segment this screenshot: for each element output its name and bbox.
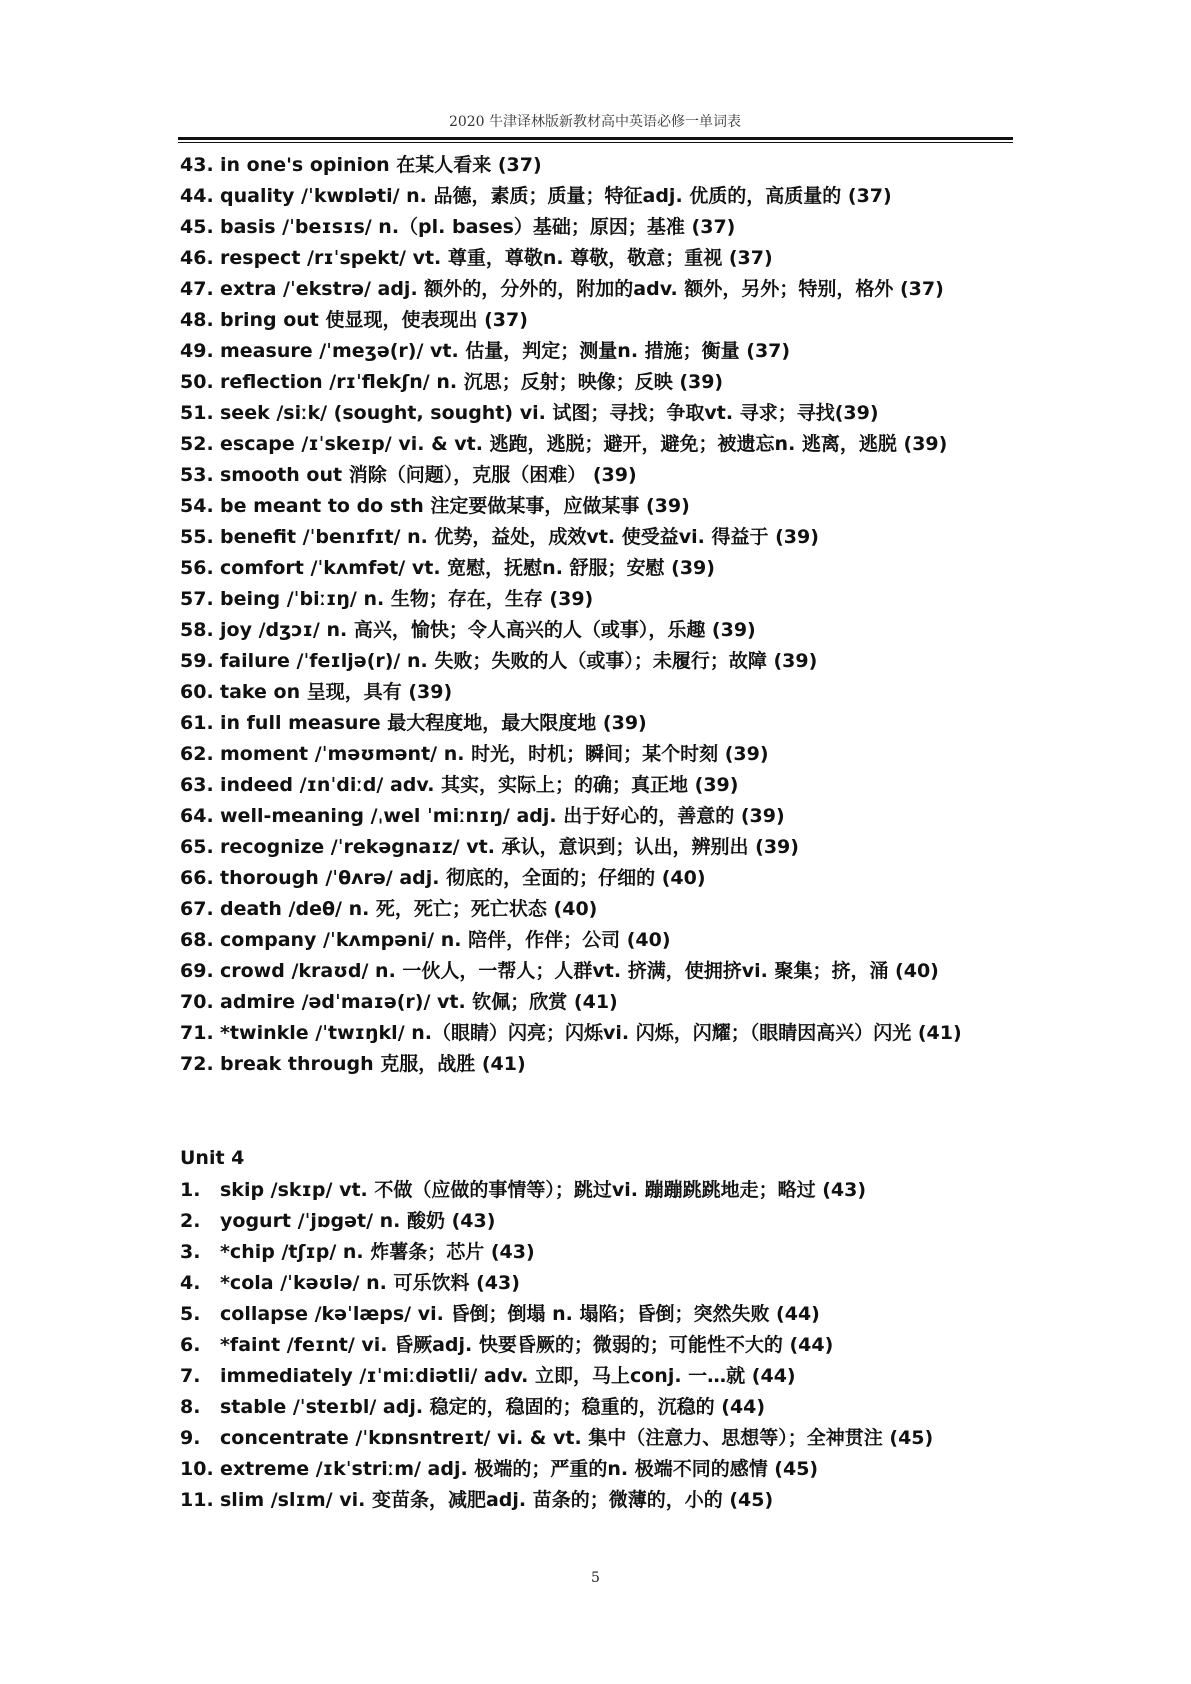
entry-text: stable /ˈsteɪbl/ adj. 稳定的，稳固的；稳重的，沉稳的 (44) (220, 1396, 766, 1418)
vocab-list-unit4 (180, 1175, 1015, 1516)
entry-text: comfort /ˈkʌmfət/ vt. 宽慰，抚慰n. 舒服；安慰 (39) (220, 557, 715, 579)
entry-number: 11. (180, 1489, 214, 1511)
entry-text: quality /ˈkwɒləti/ n. 品德，素质；质量；特征adj. 优质的，高质量的 (37) (220, 185, 892, 207)
entry-number: 1. (180, 1179, 201, 1201)
vocab-entry (180, 1454, 1015, 1485)
entry-number: 8. (180, 1396, 201, 1418)
vocab-entry (180, 181, 1015, 212)
entry-text: crowd /kraʊd/ n. 一伙人，一帮人；人群vt. 挤满，使拥挤vi. 聚集；挤，涌 (40) (220, 960, 939, 982)
entry-number: 43. (180, 154, 214, 176)
entry-number: 67. (180, 898, 214, 920)
entry-text: bring out 使显现，使表现出 (37) (220, 309, 528, 331)
entry-number: 44. (180, 185, 214, 207)
entry-text: break through 克服，战胜 (41) (220, 1053, 526, 1075)
entry-text: *twinkle /ˈtwɪŋkl/ n.（眼睛）闪亮；闪烁vi. 闪烁，闪耀；（眼睛因高兴）闪光 (41) (220, 1022, 962, 1044)
vocab-entry (180, 367, 1015, 398)
vocab-entry (180, 243, 1015, 274)
vocab-entry (180, 894, 1015, 925)
vocab-entry (180, 770, 1015, 801)
entry-text: skip /skɪp/ vt. 不做（应做的事情等）；跳过vi. 蹦蹦跳跳地走；略过 (43) (220, 1179, 867, 1201)
entry-text: smooth out 消除（问题），克服（困难） (39) (220, 464, 637, 486)
vocab-entry (180, 398, 1015, 429)
entry-text: escape /ɪˈskeɪp/ vi. & vt. 逃跑，逃脱；避开，避免；被遗忘n. 逃离，逃脱 (39) (220, 433, 948, 455)
vocab-entry (180, 584, 1015, 615)
vocab-entry (180, 801, 1015, 832)
page-number: 5 (591, 1570, 600, 1586)
entry-number: 4. (180, 1272, 201, 1294)
entry-number: 3. (180, 1241, 201, 1263)
entry-text: respect /rɪˈspekt/ vt. 尊重，尊敬n. 尊敬，敬意；重视 (37) (220, 247, 773, 269)
entry-number: 9. (180, 1427, 201, 1449)
vocab-entry (180, 460, 1015, 491)
entry-text: moment /ˈməʊmənt/ n. 时光，时机；瞬间；某个时刻 (39) (220, 743, 769, 765)
entry-number: 70. (180, 991, 214, 1013)
entry-number: 63. (180, 774, 214, 796)
vocab-entry (180, 305, 1015, 336)
vocab-entry (180, 1392, 1015, 1423)
entry-text: benefit /ˈbenɪfɪt/ n. 优势，益处，成效vt. 使受益vi. 得益于 (39) (220, 526, 819, 548)
entry-number: 66. (180, 867, 214, 889)
entry-text: well-meaning /ˌwel ˈmiːnɪŋ/ adj. 出于好心的，善意的 (39) (220, 805, 785, 827)
unit-heading: Unit 4 (180, 1147, 245, 1169)
vocab-entry (180, 522, 1015, 553)
entry-text: in one's opinion 在某人看来 (37) (220, 154, 542, 176)
entry-number: 5. (180, 1303, 201, 1325)
entry-number: 72. (180, 1053, 214, 1075)
entry-text: slim /slɪm/ vi. 变苗条，减肥adj. 苗条的；微薄的，小的 (45) (220, 1489, 774, 1511)
vocab-entry (180, 956, 1015, 987)
entry-number: 62. (180, 743, 214, 765)
vocab-list-unit3 (180, 150, 1015, 1080)
entry-text: *cola /ˈkəʊlə/ n. 可乐饮料 (43) (220, 1272, 520, 1294)
vocab-entry (180, 1175, 1015, 1206)
vocab-entry (180, 336, 1015, 367)
vocab-entry (180, 1268, 1015, 1299)
vocab-entry (180, 1018, 1015, 1049)
vocab-entry (180, 987, 1015, 1018)
entry-text: *chip /tʃɪp/ n. 炸薯条；芯片 (43) (220, 1241, 535, 1263)
entry-text: indeed /ɪnˈdiːd/ adv. 其实，实际上；的确；真正地 (39) (220, 774, 739, 796)
entry-number: 61. (180, 712, 214, 734)
vocab-entry (180, 739, 1015, 770)
entry-number: 57. (180, 588, 214, 610)
vocab-entry (180, 1237, 1015, 1268)
entry-number: 51. (180, 402, 214, 424)
header-rule-thick (178, 137, 1013, 140)
entry-number: 60. (180, 681, 214, 703)
vocab-entry (180, 863, 1015, 894)
entry-text: collapse /kəˈlæps/ vi. 昏倒；倒塌 n. 塌陷；昏倒；突然失败 (44) (220, 1303, 820, 1325)
header-rule-thin (178, 142, 1013, 143)
entry-number: 68. (180, 929, 214, 951)
entry-text: measure /ˈmeʒə(r)/ vt. 估量，判定；测量n. 措施；衡量 (37) (220, 340, 791, 362)
entry-text: yogurt /ˈjɒgət/ n. 酸奶 (43) (220, 1210, 496, 1232)
entry-number: 65. (180, 836, 214, 858)
vocab-entry (180, 1049, 1015, 1080)
vocab-entry (180, 615, 1015, 646)
vocab-entry (180, 1361, 1015, 1392)
entry-text: death /deθ/ n. 死，死亡；死亡状态 (40) (220, 898, 598, 920)
vocab-entry (180, 1330, 1015, 1361)
entry-number: 56. (180, 557, 214, 579)
entry-number: 45. (180, 216, 214, 238)
entry-text: admire /ədˈmaɪə(r)/ vt. 钦佩；欣赏 (41) (220, 991, 618, 1013)
entry-number: 69. (180, 960, 214, 982)
entry-number: 71. (180, 1022, 214, 1044)
entry-text: extreme /ɪkˈstriːm/ adj. 极端的；严重的n. 极端不同的感情 (45) (220, 1458, 819, 1480)
vocab-entry (180, 925, 1015, 956)
entry-text: basis /ˈbeɪsɪs/ n.（pl. bases）基础；原因；基准 (37) (220, 216, 736, 238)
entry-number: 7. (180, 1365, 201, 1387)
vocab-entry (180, 1423, 1015, 1454)
entry-number: 47. (180, 278, 214, 300)
entry-text: company /ˈkʌmpəni/ n. 陪伴，作伴；公司 (40) (220, 929, 671, 951)
vocab-entry (180, 274, 1015, 305)
entry-text: take on 呈现，具有 (39) (220, 681, 453, 703)
vocab-entry (180, 1299, 1015, 1330)
entry-text: failure /ˈfeɪljə(r)/ n. 失败；失败的人（或事）；未履行；故障 (39) (220, 650, 818, 672)
entry-text: recognize /ˈrekəgnaɪz/ vt. 承认，意识到；认出，辨别出 (39) (220, 836, 799, 858)
vocab-entry (180, 553, 1015, 584)
entry-text: joy /dʒɔɪ/ n. 高兴，愉快；令人高兴的人（或事），乐趣 (39) (220, 619, 756, 641)
entry-number: 52. (180, 433, 214, 455)
entry-number: 6. (180, 1334, 201, 1356)
vocab-entry (180, 832, 1015, 863)
entry-text: in full measure 最大程度地，最大限度地 (39) (220, 712, 647, 734)
entry-text: immediately /ɪˈmiːdiətli/ adv. 立即，马上conj. 一…就 (44) (220, 1365, 796, 1387)
entry-number: 54. (180, 495, 214, 517)
vocab-entry (180, 1206, 1015, 1237)
entry-number: 58. (180, 619, 214, 641)
entry-text: concentrate /ˈkɒnsntreɪt/ vi. & vt. 集中（注意力、思想等）；全神贯注 (45) (220, 1427, 934, 1449)
vocab-entry (180, 491, 1015, 522)
entry-text: *faint /feɪnt/ vi. 昏厥adj. 快要昏厥的；微弱的；可能性不大的 (44) (220, 1334, 834, 1356)
entry-number: 50. (180, 371, 214, 393)
vocab-entry (180, 1485, 1015, 1516)
entry-number: 64. (180, 805, 214, 827)
vocab-entry (180, 429, 1015, 460)
vocab-entry (180, 150, 1015, 181)
entry-number: 10. (180, 1458, 214, 1480)
entry-text: be meant to do sth 注定要做某事，应做某事 (39) (220, 495, 690, 517)
entry-number: 48. (180, 309, 214, 331)
entry-text: being /ˈbiːɪŋ/ n. 生物；存在，生存 (39) (220, 588, 594, 610)
entry-text: reflection /rɪˈflekʃn/ n. 沉思；反射；映像；反映 (39) (220, 371, 724, 393)
entry-number: 55. (180, 526, 214, 548)
entry-text: seek /siːk/ (sought, sought) vi. 试图；寻找；争取vt. 寻求；寻找(39) (220, 402, 879, 424)
vocab-entry (180, 708, 1015, 739)
entry-text: extra /ˈekstrə/ adj. 额外的，分外的，附加的adv. 额外，另外；特别，格外 (37) (220, 278, 944, 300)
entry-number: 59. (180, 650, 214, 672)
vocab-entry (180, 677, 1015, 708)
entry-number: 2. (180, 1210, 201, 1232)
entry-text: thorough /ˈθʌrə/ adj. 彻底的，全面的；仔细的 (40) (220, 867, 706, 889)
page-header-title: 2020 牛津译林版新教材高中英语必修一单词表 (448, 114, 742, 130)
entry-number: 46. (180, 247, 214, 269)
vocab-entry (180, 646, 1015, 677)
entry-number: 49. (180, 340, 214, 362)
entry-number: 53. (180, 464, 214, 486)
vocab-entry (180, 212, 1015, 243)
